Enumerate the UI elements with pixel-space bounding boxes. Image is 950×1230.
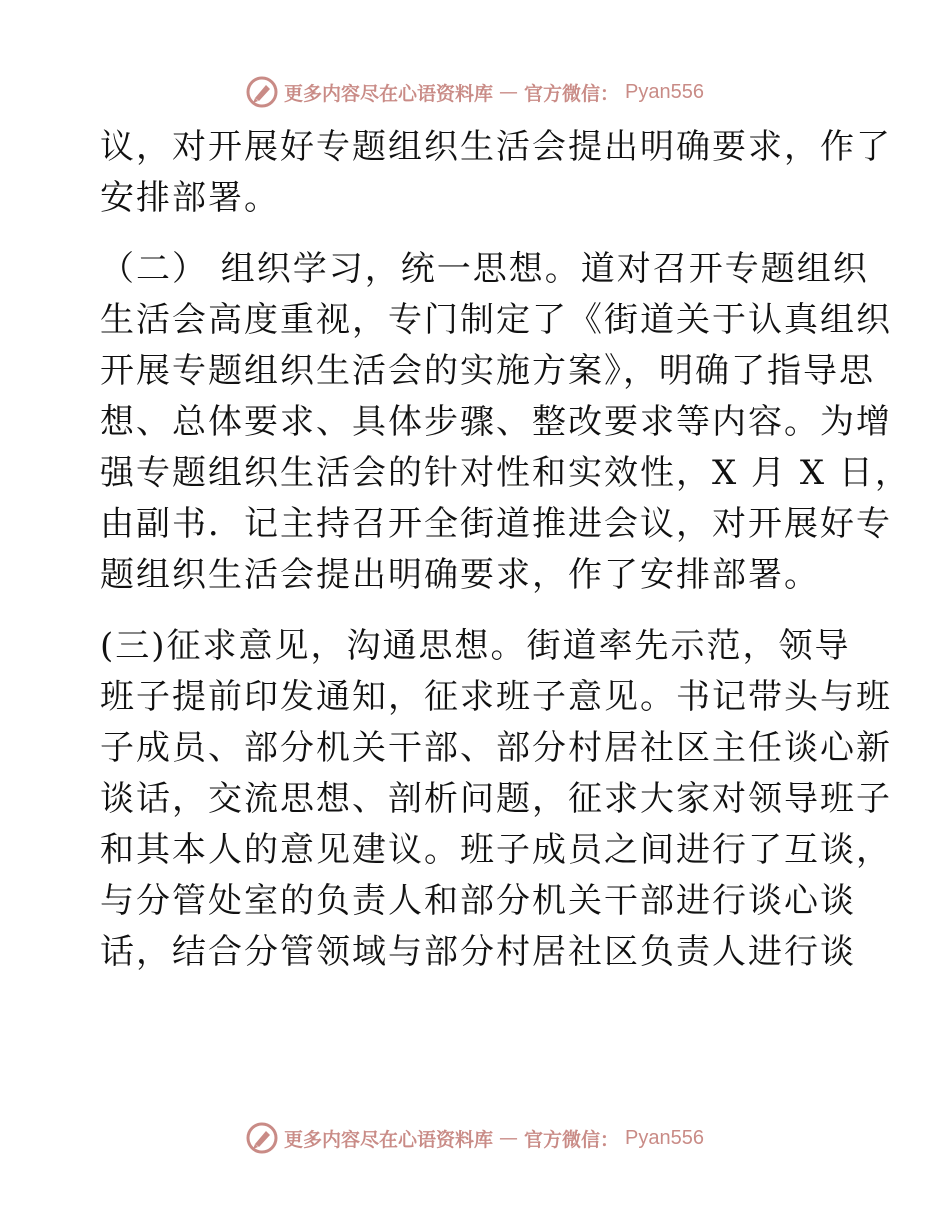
text-line: 和其本人的意见建议。班子成员之间进行了互谈，: [100, 830, 892, 870]
watermark-dash: —: [499, 1127, 519, 1149]
footer-watermark: [0, 1118, 950, 1158]
watermark-text: 更多内容尽在心语资料库: [284, 1128, 494, 1151]
paragraph-2: [100, 244, 911, 601]
watermark-account: Pyan556: [625, 1126, 704, 1149]
text-line: 想、总体要求、具体步骤、整改要求等内容。为增: [100, 402, 892, 442]
watermark-account: Pyan556: [625, 80, 704, 103]
text-line: 由副书．记主持召开全街道推进会议，对开展好专: [100, 504, 892, 544]
text-line: (三)征求意见，沟通思想。街道率先示范，领导: [100, 626, 851, 666]
paragraph-1: [100, 122, 892, 224]
text-line: 话，结合分管领域与部分村居社区负责人进行谈: [100, 932, 856, 972]
watermark-official: 官方微信：: [524, 82, 620, 105]
text-line: 题组织生活会提出明确要求，作了安排部署。: [100, 555, 820, 595]
watermark-dash: —: [499, 81, 519, 103]
text-line: 安排部署。: [100, 178, 280, 218]
pen-logo-icon: [246, 76, 278, 108]
text-line: 班子提前印发通知，征求班子意见。书记带头与班: [100, 677, 892, 717]
text-line: 强专题组织生活会的针对性和实效性，X 月 X 日，: [100, 453, 911, 493]
text-line: （二） 组织学习，统一思想。道对召开专题组织: [100, 249, 869, 289]
text-line: 生活会高度重视，专门制定了《街道关于认真组织: [100, 300, 892, 340]
text-line: 谈话，交流思想、剖析问题，征求大家对领导班子: [100, 779, 892, 819]
document-body: [100, 122, 911, 978]
pen-logo-icon: [246, 1122, 278, 1154]
watermark-text: 更多内容尽在心语资料库: [284, 82, 494, 105]
text-line: 与分管处室的负责人和部分机关干部进行谈心谈: [100, 881, 856, 921]
text-line: 开展专题组织生活会的实施方案》，明确了指导思: [100, 351, 875, 391]
watermark-official: 官方微信：: [524, 1128, 620, 1151]
text-line: 子成员、部分机关干部、部分村居社区主任谈心新: [100, 728, 892, 768]
header-watermark: [0, 72, 950, 112]
text-line: 议，对开展好专题组织生活会提出明确要求，作了: [100, 127, 892, 167]
paragraph-3: [100, 621, 892, 978]
